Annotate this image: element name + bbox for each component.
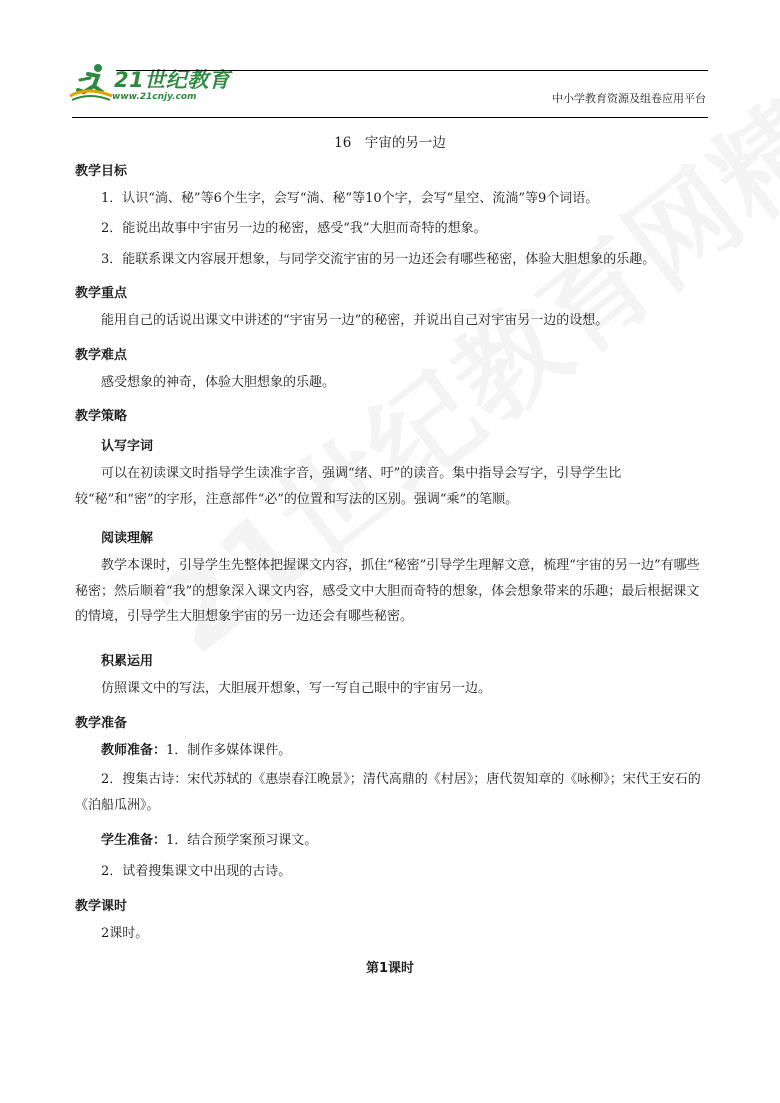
- subheading-application: 积累运用: [101, 654, 154, 669]
- objective-1: 1．认识“淌、秘”等6个生字，会写“淌、秘”等10个字，会写“星空、流淌”等9个词语。: [101, 191, 599, 206]
- header-bottom-rule: [72, 117, 708, 118]
- key-points-text: 能用自己的话说出课文中讲述的“宇宙另一边”的秘密，并说出自己对宇宙另一边的设想。: [101, 313, 609, 328]
- lesson-1-heading: 第1课时: [365, 961, 415, 976]
- subheading-reading-writing: 认写字词: [101, 439, 154, 454]
- student-prep-label: 学生准备：: [101, 833, 167, 848]
- application-text: 仿照课文中的写法，大胆展开想象，写一写自己眼中的宇宙另一边。: [101, 681, 492, 696]
- heading-objectives: 教学目标: [75, 164, 128, 179]
- subheading-comprehension: 阅读理解: [101, 531, 154, 546]
- page-title: 16 宇宙的另一边: [334, 135, 446, 151]
- site-logo[interactable]: [68, 62, 238, 108]
- platform-name: 中小学教育资源及组卷应用平台: [552, 92, 706, 105]
- comprehension-text: 教学本课时，引导学生先整体把握课文内容，抓住“秘密”引导学生理解文意，梳理“宇宙的另一边”有哪些秘密；然后顺着“我”的想象深入课文内容，感受文中大胆而奇特的想象，体会想象带来的乐趣；最后根据课文的情境，引导学生大胆想象宇宙的另一边还会有哪些秘密。: [75, 558, 700, 624]
- teacher-prep-label: 教师准备：: [101, 743, 167, 758]
- heading-strategy: 教学策略: [75, 409, 128, 424]
- objective-2: 2．能说出故事中宇宙另一边的秘密，感受“我”大胆而奇特的想象。: [101, 221, 487, 236]
- student-prep-1: [75, 828, 707, 854]
- heading-hours: 教学课时: [75, 899, 128, 914]
- heading-difficulties: 教学难点: [75, 348, 128, 363]
- teacher-prep-2: 2．搜集古诗：宋代苏轼的《惠崇春江晚景》；清代高鼎的《村居》；唐代贺知章的《咏柳》；宋代王安石的《泊船瓜洲》。: [75, 772, 701, 813]
- hours-text: 2课时。: [101, 926, 149, 941]
- header-top-rule: [116, 70, 708, 71]
- teacher-prep-1: [75, 738, 707, 764]
- heading-key-points: 教学重点: [75, 286, 128, 301]
- teacher-prep-item-1: 1．制作多媒体课件。: [166, 743, 292, 758]
- heading-preparation: 教学准备: [75, 716, 128, 731]
- logo-text: 21世纪教育: [114, 68, 231, 92]
- runner-icon: [68, 62, 114, 102]
- difficulties-text: 感受想象的神奇，体验大胆想象的乐趣。: [101, 375, 336, 390]
- logo-url: www.21cnjy.com: [112, 92, 197, 102]
- student-prep-2: 2．试着搜集课文中出现的古诗。: [101, 864, 292, 879]
- objective-3: 3．能联系课文内容展开想象，与同学交流宇宙的另一边还会有哪些秘密，体验大胆想象的乐趣。: [101, 252, 656, 267]
- reading-writing-text: 可以在初读课文时指导学生读准字音，强调“绪、吁”的读音。集中指导会写字，引导学生比较“秘”和“密”的字形，注意部件“必”的位置和写法的区别。强调“乘”的笔顺。: [75, 466, 622, 507]
- student-prep-item-1: 1．结合预学案预习课文。: [166, 833, 318, 848]
